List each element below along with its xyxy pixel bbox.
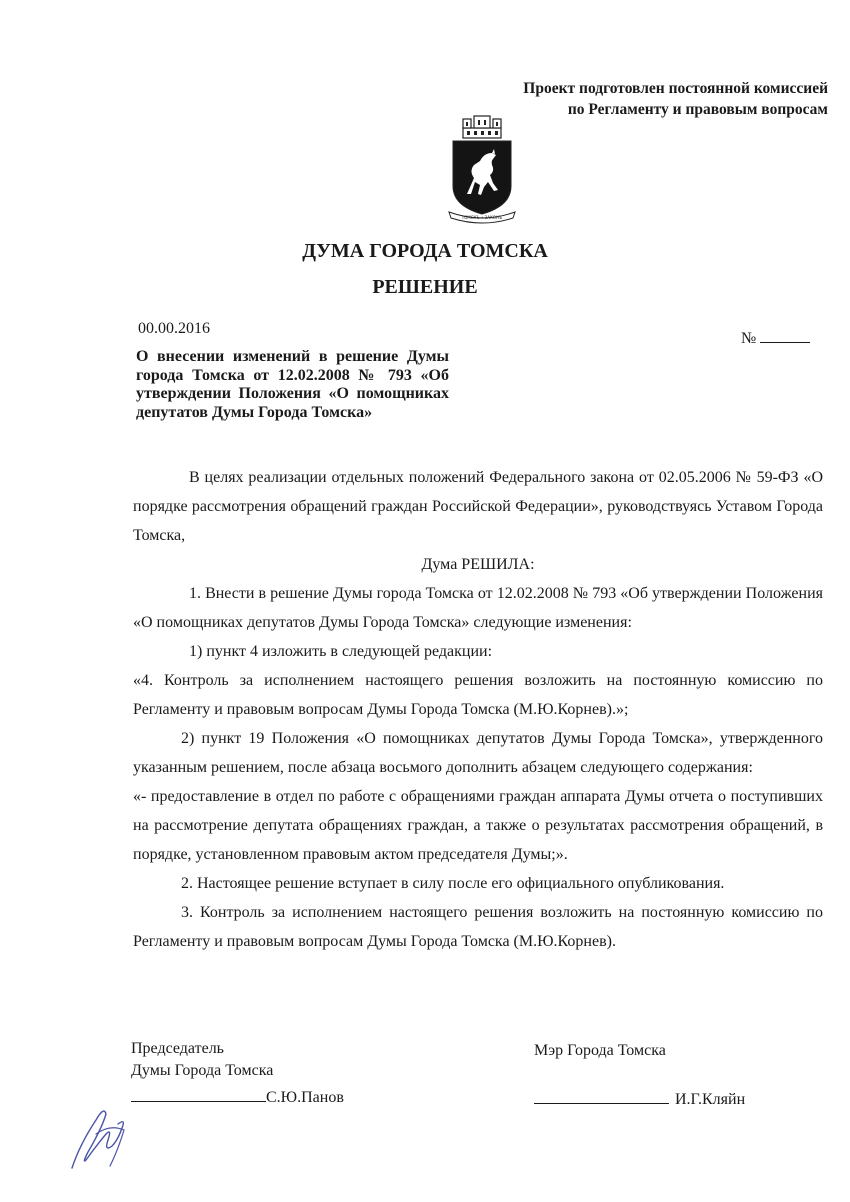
item-1-subitem-2-text: «- предоставление в отдел по работе с обращениями граждан аппарата Думы отчета о поступивших на рассмотрение депутата обращениях граждан, а также о результатах рассмотрения обращений, в порядке, установленном правовым актом председателя Думы;». [133,788,823,863]
chairman-signature-line [131,1087,344,1109]
mayor-signature-line [534,1089,745,1111]
tomsk-coat-of-arms-icon [447,114,517,224]
document-date: 00.00.2016 [138,320,210,337]
prepared-by-line1: Проект подготовлен постоянной комиссией [523,80,828,97]
chairman-title [131,1038,273,1082]
resolved-heading: Дума РЕШИЛА: [421,556,535,573]
chairman-title-line2: Думы Города Томска [131,1062,274,1079]
item-1-subitem-1: 1) пункт 4 изложить в следующей редакции: [189,643,493,660]
document-body [133,463,823,956]
prepared-by-line2: по Регламенту и правовым вопросам [567,101,828,118]
mayor-name: И.Г.Кляйн [675,1091,746,1108]
document-type: РЕШЕНИЕ [372,276,478,298]
org-title: ДУМА ГОРОДА ТОМСКА [302,240,548,262]
item-1-subitem-1-text: «4. Контроль за исполнением настоящего решения возложить на постоянную комиссию по Регламенту и правовым вопросам Думы Города Томска (М.Ю.Корнев).»; [133,672,823,718]
item-1-subitem-2: 2) пункт 19 Положения «О помощниках депутатов Думы Города Томска», утвержденного указанным решением, после абзаца восьмого дополнить абзацем следующего содержания: [133,730,823,776]
handwritten-signature-icon [66,1094,146,1174]
item-3: 3. Контроль за исполнением настоящего решения возложить на постоянную комиссию по Регламенту и правовым вопросам Думы Города Томска (М.Ю.Корнев). [133,904,823,950]
document-subject: О внесении изменений в решение Думы города Томска от 12.02.2008 № 793 «Об утверждении Положения «О помощниках депутатов Думы Города Томска» [136,348,449,421]
preamble-paragraph: В целях реализации отдельных положений Федерального закона от 02.05.2006 № 59-ФЗ «О порядке рассмотрения обращений граждан Российской Федерации», руководствуясь Уставом Города Томска, [133,469,823,544]
mayor-signature-blank [534,1089,669,1104]
number-blank [760,328,810,343]
mayor-title: Мэр Города Томска [534,1042,666,1059]
prepared-by-note [523,78,828,120]
chairman-title-line1: Председатель [131,1040,224,1057]
chairman-signature-blank [131,1087,266,1102]
item-2: 2. Настоящее решение вступает в силу после его официального опубликования. [181,875,725,892]
item-1: 1. Внести в решение Думы города Томска от 12.02.2008 № 793 «Об утверждении Положения «О помощниках депутатов Думы Города Томска» следующие изменения: [133,585,823,631]
svg-text:ТОМСКЪ • ЗАКОНЪ: ТОМСКЪ • ЗАКОНЪ [461,215,503,220]
document-number [741,328,810,348]
chairman-name: С.Ю.Панов [266,1089,344,1106]
number-label: № [741,330,757,347]
